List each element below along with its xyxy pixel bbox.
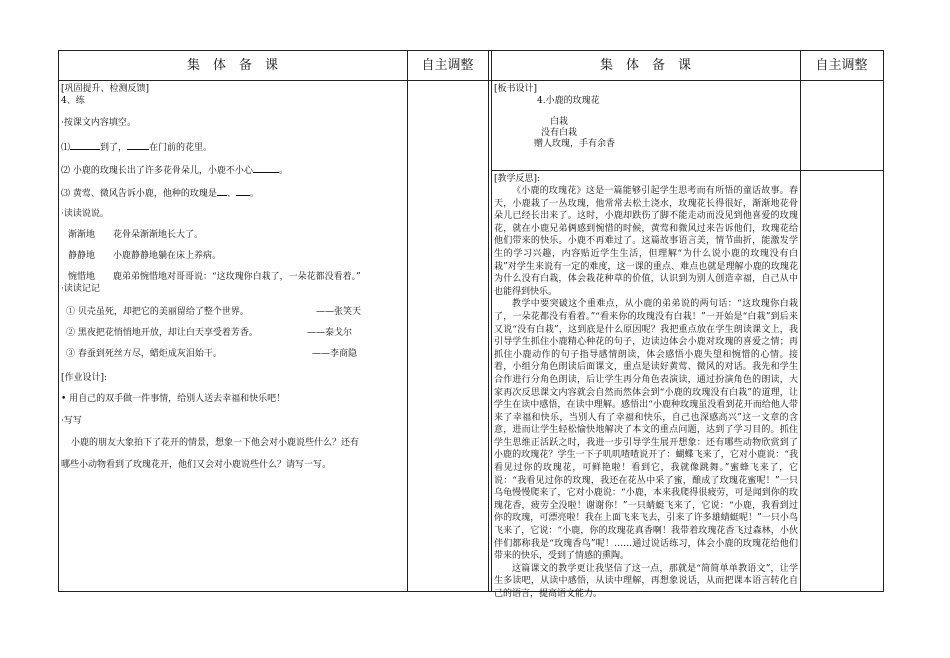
fill-3-sep: 、: [226, 189, 236, 199]
fill-item-2: [61, 163, 288, 177]
homework-title: [作业设计]:: [61, 373, 108, 383]
word-example-2: 静静地 小鹿静静地躺在床上养病。: [68, 251, 222, 261]
fill-3-blank-b[interactable]: [236, 186, 250, 196]
word-example-1: 渐渐地 花骨朵渐渐地长大了。: [68, 230, 204, 240]
board-design-title: [板书设计]: [494, 84, 538, 94]
fill-item-3: [61, 186, 259, 200]
write-text-line-2: 哪些小动物看到了玫瑰花开，他们又会对小鹿说些什么？请写一写。: [61, 460, 332, 470]
write-title: ·写写: [61, 416, 82, 426]
fill-3-end: 。: [249, 189, 259, 199]
right-border: [883, 50, 884, 592]
left-header-title: 集 体 备 课: [186, 58, 278, 73]
quote-3-author: ——李商隐: [312, 349, 358, 359]
fill-3-blank-a[interactable]: [217, 186, 227, 196]
write-text-line-1: 小鹿的朋友大象拍下了花开的情景，想象一下他会对小鹿说些什么？还有: [71, 438, 360, 448]
reflection-paragraph-3: 这篇课文的教学更让我坚信了这一点，那就是“简简单单教语文”，让学生多读吧，从读中感悟，从读中理解，再想象说话，从而把课本语言转化自己的语言，提高语文能力。: [494, 563, 798, 599]
top-border: [58, 50, 884, 51]
board-line-3: 赠人玫瑰，手有余香: [534, 139, 616, 149]
fill-1-text-b: 在门前的花里。: [149, 143, 213, 153]
quote-2-author: ——泰戈尔: [307, 328, 353, 338]
right-adjust-divider: [800, 50, 801, 592]
quote-1: ① 贝壳虽死，却把它的美丽留给了整个世界。: [66, 307, 249, 317]
reflection-paragraph-1: 《小鹿的玫瑰花》这是一篇能够引起学生思考而有所悟的童话故事。春天，小鹿栽了一丛玫瑰，他常常去松土浇水，玫瑰花长得很好，渐渐地花骨朵儿已经长出来了。这时，小鹿却跌伤了脚不能走动而没见到他喜爱的玫瑰花，就在小鹿兄弟俩感到惋惜的时候，黄莺和微风过来告诉他们，玫瑰花给他们带来的快乐。小鹿不再难过了。这篇故事语言美，情节曲折，能激发学生的学习兴趣，内容贴近学生生活，但理解“为什么说小鹿的玫瑰没有白栽”对学生来说有一定的难度，这一课的重点、难点也就是理解小鹿的玫瑰花为什么没有白栽，体会栽花种草的价值，认识到为别人创造幸福，自己从中也能得到快乐。: [494, 186, 798, 297]
fill-item-1: [61, 140, 212, 154]
board-divider: [491, 170, 884, 171]
right-header-title: 集 体 备 课: [599, 58, 691, 73]
right-adjust-header: 自主调整: [815, 58, 868, 73]
fill-1-blank-a[interactable]: [70, 140, 100, 150]
board-line-2: 没有白栽: [541, 128, 578, 138]
board-title: 4.小鹿的玫瑰花: [537, 96, 600, 106]
left-adjust-header: 自主调整: [421, 58, 474, 73]
reflection-paragraph-2: 教学中要突破这个重难点，从小鹿的弟弟说的两句话：“这玫瑰你白栽了，一朵花都没有看着。”“看来你的玫瑰没有白栽！”一开始是“白栽”到后来又说“没有白栽”，这到底是什么原因呢？我把重点放在学生朗读课文上，我引导学生抓住小鹿精心种花的句子，边读边体会小鹿对玫瑰的喜爱之情；再抓住小鹿动作的句子指导感情朗读，体会感悟小鹿失望和惋惜的心情。接着，小组分角色朗读后面课文，重点是读好黄莺、微风的对话。我先和学生合作进行分角色朗读，后让学生再分角色表演读，通过扮演角色的朗读，大家再次反思课文内容就会自然而然体会到“小鹿的玫瑰没有白栽”的道理，让学生在读中感悟，在读中理解。感悟出“小鹿种玫瑰虽没看到花开而给他人带来了幸福和快乐，当别人有了幸福和快乐，自己也深感高兴”这一文章的含意，进而让学生轻松愉快地解决了本文的重点问题，达到了学习目的。抓住学生思维正活跃之时，我进一步引导学生展开想象：还有哪些动物欣赏到了小鹿的玫瑰花？学生一下子叽叽喳喳说开了：蝴蝶飞来了，它对小鹿说：“我看见过你的玫瑰花，可鲜艳啦！看到它，我就像跳舞。”蜜蜂飞来了，它说：“我看见过你的玫瑰，我还在花丛中采了蜜，酿成了玫瑰花蜜呢！”一只乌龟慢慢爬来了，它对小鹿说：“小鹿，本来我爬得很疲劳，可是闻到你的玫瑰花香，疲劳全没啦！谢谢你！”一只蜻蜓飞来了，它说：“小鹿，我看到过你的玫瑰，可漂亮啦！我在上面飞来飞去，引来了许多雄蜻蜓呢！”一只小鸟飞来了，它说：“小鹿，你的玫瑰花真香啊！我带着玫瑰花香飞过森林，小伙伴们都称我是“玫瑰香鸟”呢！……通过说话练习，体会小鹿的玫瑰花给他们带来的快乐，受到了情感的熏陶。: [494, 299, 798, 562]
fill-3-text: ⑶ 黄莺、微风告诉小鹿，他种的玫瑰是: [61, 189, 217, 199]
header-divider: [58, 80, 884, 81]
quote-3: ③ 春蚕到死丝方尽，蜡炬成灰泪始干。: [66, 349, 222, 359]
word-example-3: 惋惜地 鹿弟弟惋惜地对哥哥说：“这玫瑰你白栽了，一朵花都没看着。”: [68, 272, 361, 282]
board-line-1: 白栽: [550, 117, 569, 127]
reflection-body: [494, 185, 798, 601]
read-say-title: ·读读说说。: [61, 209, 109, 219]
fill-1-text-a: 到了，: [100, 143, 128, 153]
center-divider: [488, 50, 489, 592]
reflection-title: [教学反思]:: [494, 174, 541, 184]
read-remember-title: ·读读记记: [61, 284, 100, 294]
homework-item-1: • 用自己的双手做一件事情，给别人送去幸福和快乐吧！: [61, 394, 286, 404]
fill-2-blank[interactable]: [253, 163, 279, 173]
fill-instruction: ·按课文内容填空。: [61, 118, 136, 128]
section-consolidate: [巩固提升、检测反馈]: [61, 84, 150, 94]
fill-1-blank-b[interactable]: [127, 140, 149, 150]
left-border: [58, 50, 59, 592]
quote-2: ② 黑夜把花悄悄地开放，却让白天享受着芳香。: [66, 328, 258, 338]
fill-2-end: 。: [278, 166, 288, 176]
quote-1-author: ——张笑天: [316, 307, 362, 317]
fill-1-number: ⑴: [61, 143, 71, 153]
center-divider-inner: [491, 50, 492, 592]
item-4: 4、练: [61, 96, 85, 106]
fill-2-text: ⑵ 小鹿的玫瑰长出了许多花骨朵儿，小鹿不小心: [61, 166, 253, 176]
left-adjust-divider: [407, 50, 408, 592]
